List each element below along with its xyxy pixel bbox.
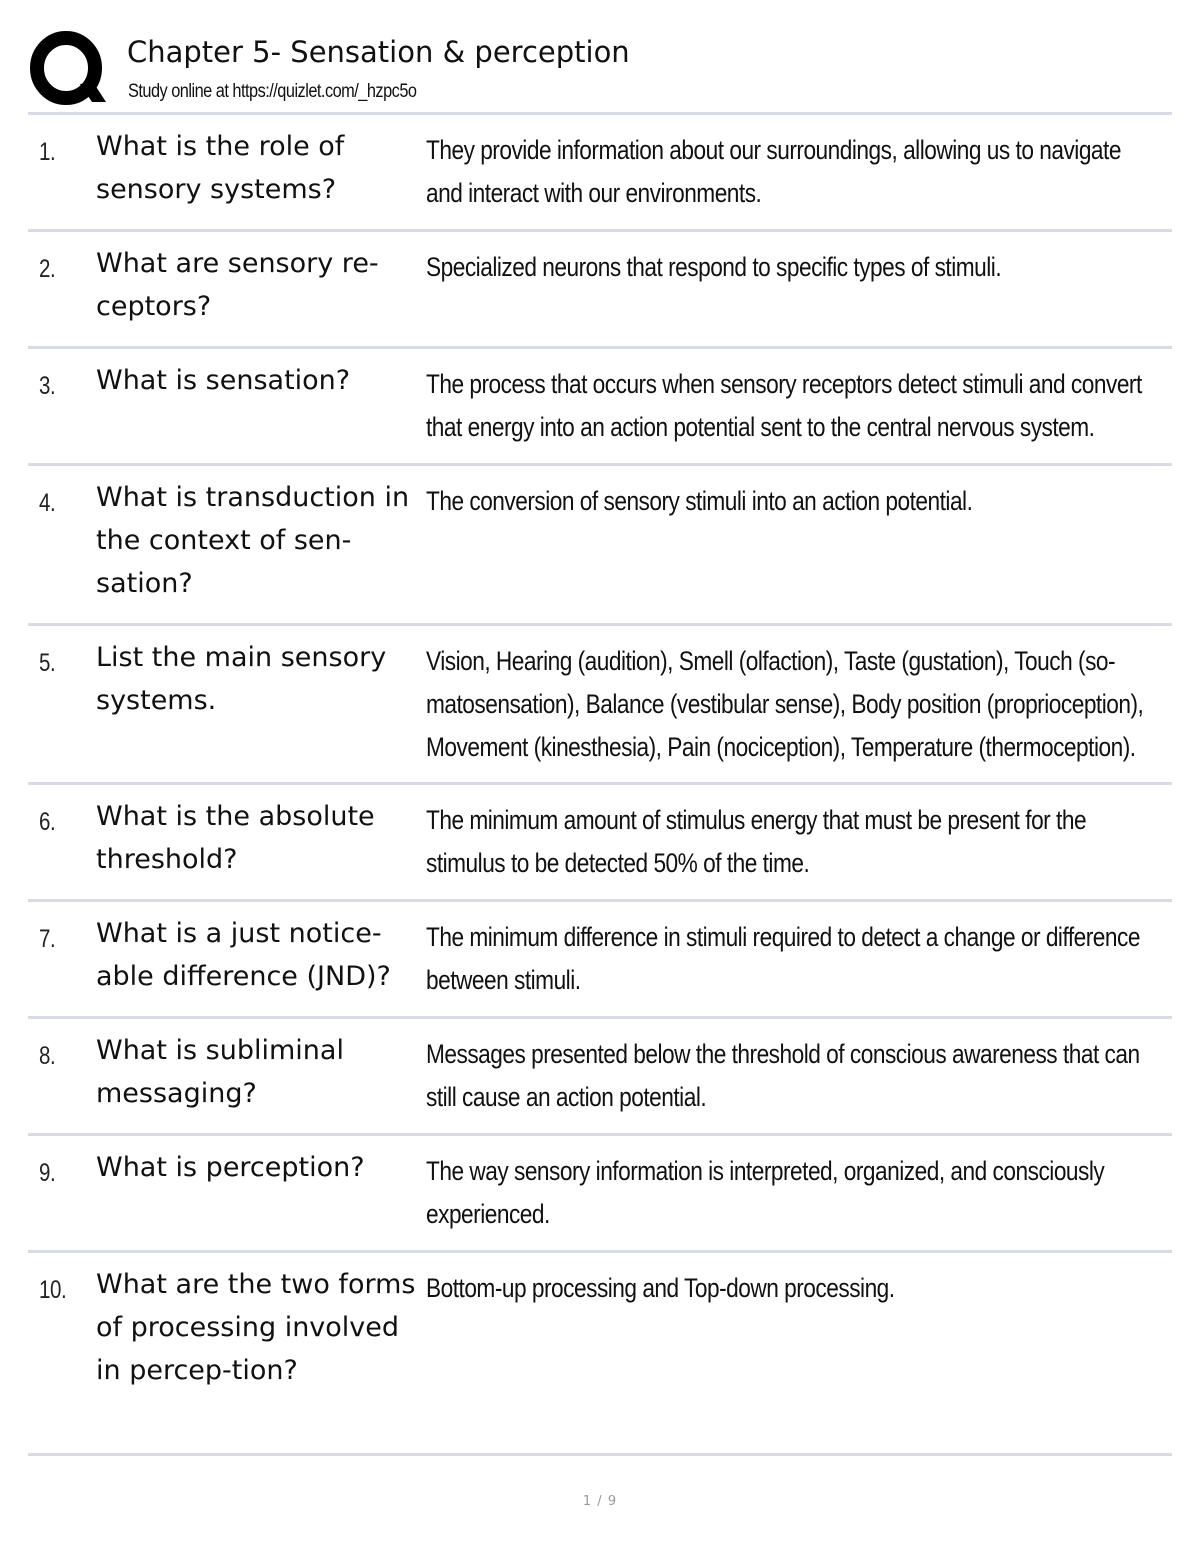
card-term: What are the two forms of processing involved in percep-tion? [96, 1269, 416, 1386]
flashcard-list [28, 115, 1172, 1456]
card-number: 4. [39, 489, 56, 517]
flashcard-row [28, 232, 1172, 349]
flashcard-row [28, 1019, 1172, 1136]
card-term: What is subliminal messaging? [96, 1035, 344, 1109]
flashcard-row [28, 785, 1172, 902]
card-term: What is a just notice-able difference (JND)? [96, 918, 391, 992]
card-term: List the main sensory systems. [96, 642, 387, 716]
card-definition: The conversion of sensory stimuli into an action potential. [426, 486, 973, 516]
card-definition: The minimum amount of stimulus energy that must be present for the stimulus to be detected 50% of the time. [426, 805, 1087, 878]
card-number: 2. [39, 255, 56, 283]
flashcard-row [28, 349, 1172, 466]
card-term: What is transduction in the context of sen-sation? [96, 482, 410, 599]
card-number: 5. [39, 649, 56, 677]
card-number: 6. [39, 808, 56, 836]
card-number: 1. [39, 138, 56, 166]
flashcard-row [28, 466, 1172, 626]
card-definition: The process that occurs when sensory receptors detect stimuli and convert that energy into an action potential sent to the central nervous system. [426, 369, 1142, 442]
flashcard-row [28, 1136, 1172, 1253]
flashcard-row [28, 902, 1172, 1019]
flashcard-row [28, 115, 1172, 232]
card-term: What is perception? [96, 1152, 365, 1183]
card-number: 10. [39, 1276, 67, 1304]
card-number: 9. [39, 1159, 56, 1187]
card-number: 7. [39, 925, 56, 953]
card-definition: Specialized neurons that respond to specific types of stimuli. [426, 252, 1002, 282]
quizlet-q-logo-icon [30, 30, 108, 108]
card-term: What is the role of sensory systems? [96, 131, 345, 205]
flashcard-row [28, 626, 1172, 785]
card-definition: They provide information about our surroundings, allowing us to navigate and interact with our environments. [426, 135, 1121, 208]
card-definition: The way sensory information is interpreted, organized, and consciously experienced. [426, 1156, 1105, 1229]
card-number: 3. [39, 372, 56, 400]
card-definition: Messages presented below the threshold of conscious awareness that can still cause an action potential. [426, 1039, 1140, 1112]
card-definition: The minimum difference in stimuli required to detect a change or difference between stimuli. [426, 922, 1140, 995]
page-number: 1 / 9 [582, 1494, 618, 1509]
card-definition: Vision, Hearing (audition), Smell (olfaction), Taste (gustation), Touch (so-matosensation), Balance (vestibular sense), Body position (proprioception), Movement (kinesthesia), Pain (nociception), Temperature (thermoception). [426, 646, 1144, 762]
study-online-link[interactable]: Study online at https://quizlet.com/_hzpc5o [128, 81, 417, 102]
flashcard-row [28, 1253, 1172, 1456]
document-title: Chapter 5- Sensation & perception [127, 35, 630, 69]
card-term: What is sensation? [96, 365, 351, 396]
card-number: 8. [39, 1042, 56, 1070]
card-definition: Bottom-up processing and Top-down processing. [426, 1273, 895, 1303]
card-term: What is the absolute threshold? [96, 801, 375, 875]
card-term: What are sensory re-ceptors? [96, 248, 379, 322]
